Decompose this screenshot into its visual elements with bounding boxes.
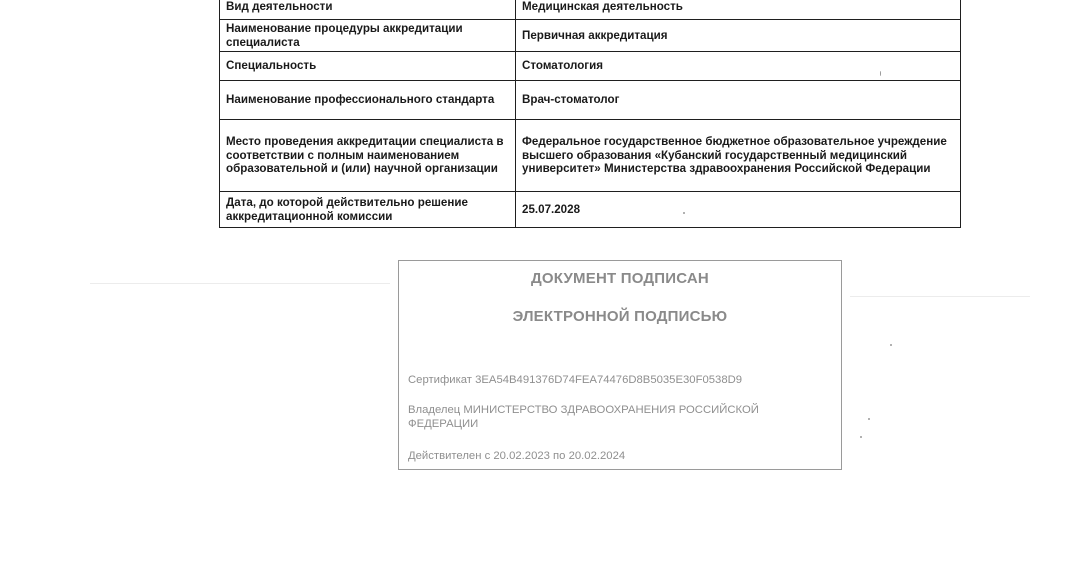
stamp-title-line1: ДОКУМЕНТ ПОДПИСАН [531, 270, 709, 287]
certificate-owner: Владелец МИНИСТЕРСТВО ЗДРАВООХРАНЕНИЯ РОССИЙСКОЙ ФЕДЕРАЦИИ [408, 404, 759, 430]
row-value: Стоматология [516, 52, 961, 81]
scan-artifact-line [850, 296, 1030, 297]
certificate-number: Сертификат 3EA54B491376D74FEA74476D8B5035E30F0538D9 [408, 374, 743, 386]
electronic-signature-stamp [398, 260, 842, 470]
table-row [220, 20, 961, 52]
scan-speck [683, 212, 685, 214]
row-value: Федеральное государственное бюджетное образовательное учреждение высшего образования «Кубанский государственный медицинский университет» Министерства здравоохранения Российской Федерации [516, 120, 961, 192]
table-row [220, 52, 961, 81]
row-label: Наименование процедуры аккредитации специалиста [220, 20, 516, 52]
scan-speck [860, 436, 862, 438]
row-label: Место проведения аккредитации специалиста в соответствии с полным наименованием образовательной и (или) научной организации [220, 120, 516, 192]
table-row [220, 81, 961, 120]
scan-speck [880, 71, 881, 76]
certificate-validity: Действителен с 20.02.2023 по 20.02.2024 [408, 450, 626, 462]
stamp-title-line2: ЭЛЕКТРОННОЙ ПОДПИСЬЮ [512, 308, 728, 325]
table-row [220, 192, 961, 228]
table-row [220, 0, 961, 20]
table-row [220, 120, 961, 192]
row-value: 25.07.2028 [516, 192, 961, 228]
row-value: Первичная аккредитация [516, 20, 961, 52]
scan-artifact-line [90, 283, 390, 284]
row-value: Медицинская деятельность [516, 0, 961, 20]
row-value: Врач-стоматолог [516, 81, 961, 120]
row-label: Специальность [220, 52, 516, 81]
scan-speck [890, 344, 892, 346]
row-label: Вид деятельности [220, 0, 516, 20]
accreditation-info-table [219, 0, 961, 228]
scan-speck [868, 418, 870, 420]
row-label: Дата, до которой действительно решение аккредитационной комиссии [220, 192, 516, 228]
row-label: Наименование профессионального стандарта [220, 81, 516, 120]
